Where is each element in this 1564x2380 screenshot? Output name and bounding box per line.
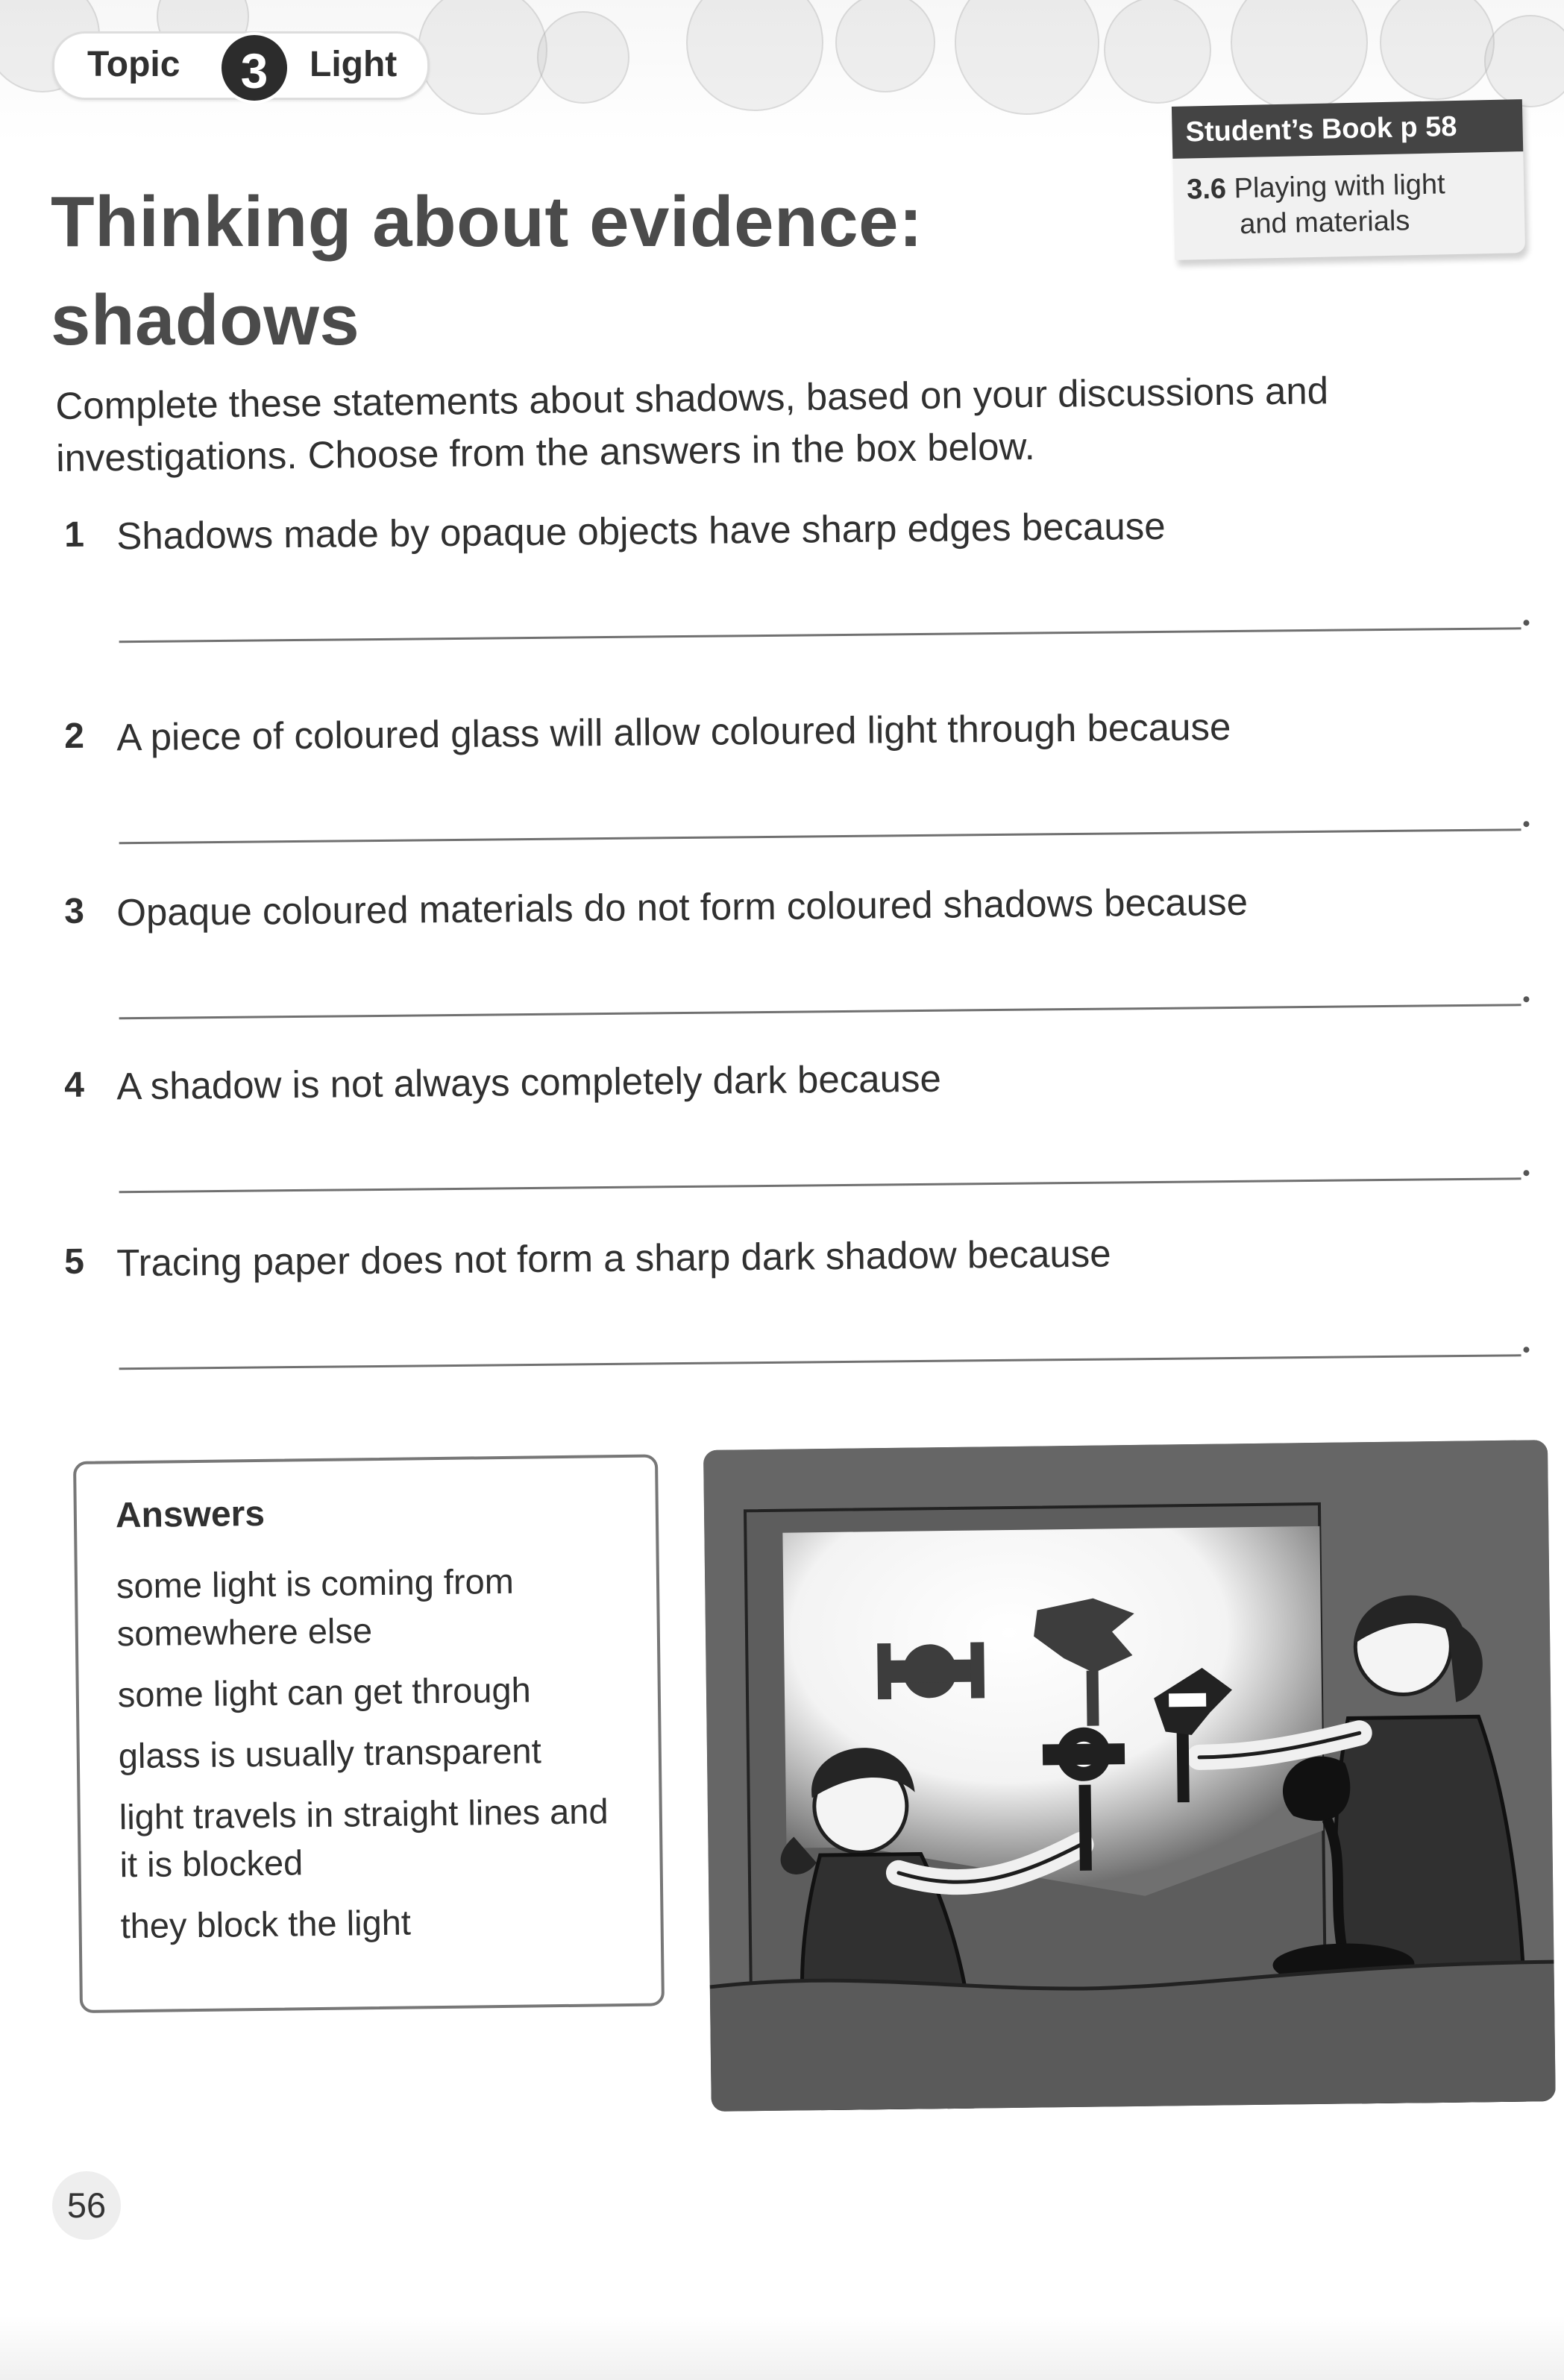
shadow-play-illustration <box>703 1440 1556 2112</box>
answer-option: they block the light <box>120 1902 412 1946</box>
topic-header <box>52 31 430 100</box>
illustration-art <box>703 1440 1556 2112</box>
question-number: 1 <box>64 514 85 555</box>
question-number: 3 <box>64 891 85 931</box>
page-number: 56 <box>52 2171 121 2240</box>
decorative-bubble <box>955 0 1099 115</box>
question-number: 5 <box>64 1241 85 1282</box>
decorative-bubble <box>1104 0 1211 104</box>
lesson-title-line-1: Playing with light <box>1234 169 1446 205</box>
question-3 <box>64 877 1534 1010</box>
question-5 <box>64 1227 1534 1361</box>
lesson-title-line-2: and materials <box>1239 205 1410 241</box>
answer-writing-line[interactable] <box>119 627 1521 643</box>
question-4 <box>64 1051 1534 1184</box>
answer-options-list <box>116 1556 636 1963</box>
question-number: 4 <box>64 1065 85 1105</box>
decorative-bubble <box>1231 0 1368 111</box>
title-line-1: Thinking about evidence: <box>51 182 923 262</box>
title-line-2: shadows <box>51 280 360 360</box>
question-2 <box>64 702 1534 835</box>
decorative-bubble <box>686 0 823 111</box>
decorative-bubble <box>418 0 547 115</box>
answer-option: glass is usually transparent <box>118 1731 542 1776</box>
lesson-number: 3.6 <box>1186 173 1227 206</box>
decorative-bubble <box>1380 0 1495 100</box>
lesson-reference <box>1187 166 1501 244</box>
question-text: A shadow is not always completely dark because <box>116 1057 942 1108</box>
answer-option: light travels in straight lines and it is blocked <box>119 1791 609 1885</box>
question-1 <box>64 500 1534 634</box>
answer-writing-line[interactable] <box>119 1004 1521 1019</box>
answers-box <box>73 1454 665 2013</box>
question-text: Opaque coloured materials do not form coloured shadows because <box>116 880 1249 934</box>
answer-option: some light can get through <box>117 1669 532 1715</box>
answer-option: some light is coming from somewhere else <box>116 1561 515 1654</box>
answer-full-stop <box>1523 620 1529 626</box>
answer-writing-line[interactable] <box>119 828 1521 844</box>
topic-label: Topic <box>87 45 180 84</box>
topic-number-badge: 3 <box>219 32 290 104</box>
page-title <box>51 173 923 370</box>
answer-full-stop <box>1523 1170 1529 1176</box>
student-book-reference <box>1172 99 1525 260</box>
answer-writing-line[interactable] <box>119 1354 1521 1370</box>
decorative-bubble <box>1484 15 1564 107</box>
question-text: A piece of coloured glass will allow coloured light through because <box>116 705 1231 759</box>
student-book-label: Student’s Book p 58 <box>1172 99 1523 159</box>
answer-full-stop <box>1523 821 1529 827</box>
instructions: Complete these statements about shadows, based on your discussions and investigations. Choose from the answers in the box below. <box>55 369 1329 479</box>
answers-title: Answers <box>115 1493 266 1536</box>
question-text: Shadows made by opaque objects have sharp edges because <box>116 504 1166 558</box>
question-number: 2 <box>64 716 85 756</box>
topic-name: Light <box>310 45 398 84</box>
answer-writing-line[interactable] <box>119 1177 1521 1193</box>
scan-bottom-shadow <box>0 2315 1564 2380</box>
decorative-bubble <box>835 0 935 92</box>
answer-full-stop <box>1523 1347 1529 1353</box>
question-text: Tracing paper does not form a sharp dark shadow because <box>116 1232 1111 1285</box>
answer-full-stop <box>1523 996 1529 1002</box>
decorative-bubble <box>537 11 629 104</box>
